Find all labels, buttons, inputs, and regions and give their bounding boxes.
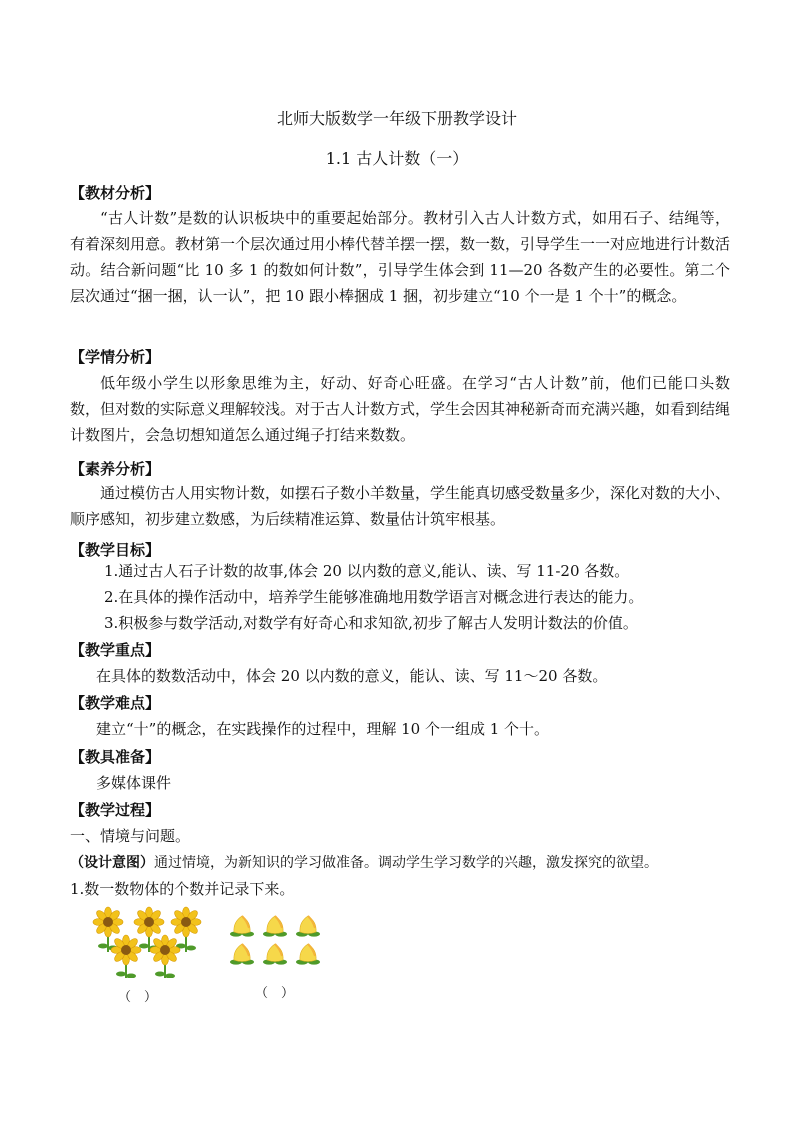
- literacy-analysis-text: 通过模仿古人用实物计数，如摆石子数小羊数量，学生能真切感受数量多少，深化对数的大小、顺序感知，初步建立数感，为后续精准运算、数量估计筑牢根基。: [70, 484, 731, 528]
- section-heading-goals: 【教学目标】: [70, 541, 161, 559]
- peach-icon: [230, 944, 254, 965]
- peach-icon: [230, 916, 254, 937]
- section-heading-tools: 【教具准备】: [70, 748, 161, 766]
- peach-icon: [263, 916, 287, 937]
- sunflower-picture: [92, 906, 212, 978]
- section-heading-material: 【教材分析】: [70, 184, 161, 202]
- design-intent-label: （设计意图）: [70, 855, 154, 871]
- peach-icon: [296, 944, 320, 965]
- lesson-title: 1.1 古人计数（一）: [325, 149, 469, 168]
- key-points-text: 在具体的数数活动中，体会 20 以内数的意义，能认、读、写 11～20 各数。: [96, 667, 608, 685]
- peach-picture: [228, 912, 328, 970]
- goal-item: 1.通过古人石子计数的故事,体会 20 以内数的意义,能认、读、写 11-20 各数。: [104, 562, 630, 580]
- peach-icon: [296, 916, 320, 937]
- document-title: 北师大版数学一年级下册教学设计: [276, 109, 517, 128]
- answer-blank-flowers[interactable]: （ ）: [118, 990, 158, 1005]
- sunflower-icon: [171, 907, 201, 952]
- goal-item: 3.积极参与数学活动,对数学有好奇心和求知欲,初步了解古人发明计数法的价值。: [104, 614, 638, 632]
- peach-icon: [263, 944, 287, 965]
- section-heading-difficulties: 【教学难点】: [70, 694, 161, 712]
- design-intent-line: [70, 852, 658, 872]
- answer-blank-peaches[interactable]: （ ）: [255, 986, 295, 1001]
- student-analysis-text: 低年级小学生以形象思维为主，好动、好奇心旺盛。在学习“古人计数”前，他们已能口头数数，但对数的实际意义理解较浅。对于古人计数方式，学生会因其神秘新奇而充满兴趣，如看到结绳计数图片，会急切想知道怎么通过绳子打结来数数。: [70, 374, 731, 444]
- section-heading-key-points: 【教学重点】: [70, 641, 161, 659]
- sunflower-icon: [150, 935, 180, 978]
- section-heading-literacy: 【素养分析】: [70, 460, 161, 478]
- process-part-one: 一、情境与问题。: [70, 827, 191, 845]
- material-analysis-text: “古人计数”是数的认识板块中的重要起始部分。教材引入古人计数方式，如用石子、结绳等，有着深刻用意。教材第一个层次通过用小棒代替羊摆一摆，数一数，引导学生一一对应地进行计数活动。结合新问题“比 10 多 1 的数如何计数”，引导学生体会到 11—20 各数产生的必要性。第二个层次通过“捆一捆，认一认”，把 10 跟小棒捆成 1 捆，初步建立“10 个一是 1 个十”的概念。: [70, 209, 731, 305]
- section-heading-process: 【教学过程】: [70, 801, 161, 819]
- goal-item: 2.在具体的操作活动中，培养学生能够准确地用数学语言对概念进行表达的能力。: [104, 588, 644, 606]
- difficulties-text: 建立“十”的概念，在实践操作的过程中，理解 10 个一组成 1 个十。: [96, 720, 550, 738]
- tools-text: 多媒体课件: [96, 774, 172, 792]
- task-one-text: 1.数一数物体的个数并记录下来。: [70, 880, 295, 898]
- design-intent-text: 通过情境，为新知识的学习做准备。调动学生学习数学的兴趣，激发探究的欲望。: [154, 855, 658, 871]
- section-heading-students: 【学情分析】: [70, 348, 161, 366]
- sunflower-icon: [111, 935, 141, 978]
